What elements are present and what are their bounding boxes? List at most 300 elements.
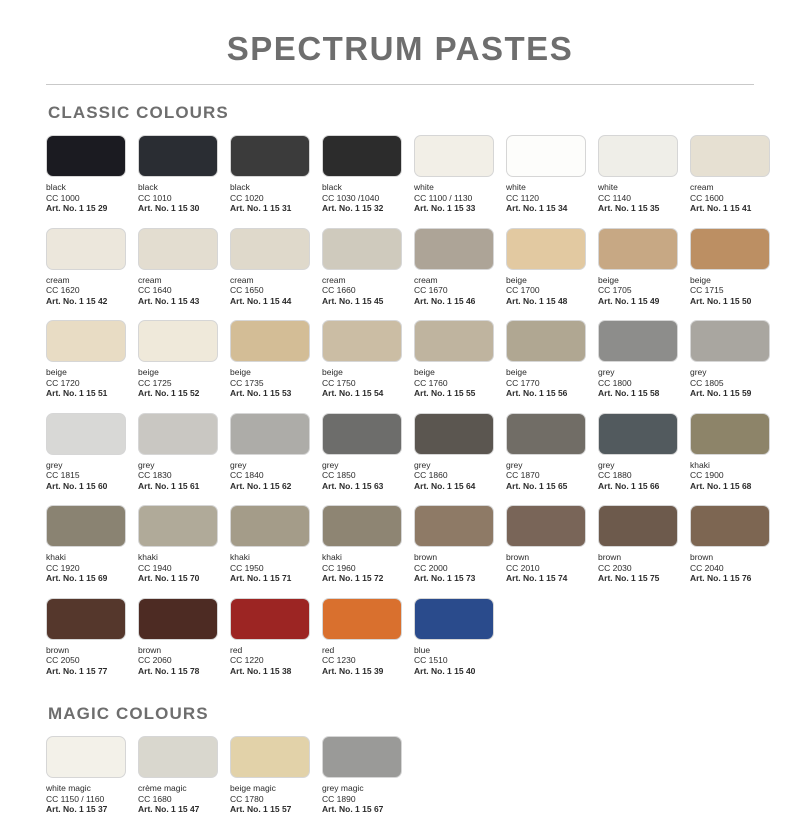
colour-label xyxy=(322,645,402,677)
colour-swatch[interactable] xyxy=(690,228,770,307)
colour-code: CC 1890 xyxy=(322,793,356,804)
section-classic-colours xyxy=(46,103,754,690)
section-heading-classic: CLASSIC COLOURS xyxy=(48,103,229,122)
colour-chip[interactable] xyxy=(414,228,494,270)
colour-name: beige xyxy=(138,367,159,377)
colour-code: CC 1120 xyxy=(506,192,539,203)
colour-chip[interactable] xyxy=(414,505,494,547)
colour-code: CC 1220 xyxy=(230,655,264,665)
article-number: Art. No. 1 15 32 xyxy=(322,203,384,213)
colour-name: beige xyxy=(506,274,527,285)
colour-chip[interactable] xyxy=(322,135,402,177)
colour-swatch[interactable] xyxy=(322,598,402,677)
colour-label xyxy=(598,275,678,307)
article-number: Art. No. 1 15 72 xyxy=(322,573,384,583)
colour-code: CC 1815 xyxy=(46,470,80,480)
colour-label xyxy=(322,783,402,815)
colour-chip[interactable] xyxy=(138,736,218,778)
colour-chip[interactable] xyxy=(690,413,770,455)
article-number: Art. No. 1 15 57 xyxy=(230,804,292,814)
colour-swatch[interactable] xyxy=(598,505,678,584)
colour-code: CC 1750 xyxy=(322,377,356,388)
article-number: Art. No. 1 15 65 xyxy=(506,480,568,491)
colour-label xyxy=(138,275,218,307)
colour-name: blue xyxy=(414,644,431,655)
colour-code: CC 1650 xyxy=(230,285,264,295)
article-number: Art. No. 1 15 71 xyxy=(230,573,292,583)
colour-chip[interactable] xyxy=(598,505,678,547)
colour-name: beige magic xyxy=(230,783,276,793)
colour-label xyxy=(414,182,494,214)
article-number: Art. No. 1 15 67 xyxy=(322,804,384,814)
colour-swatch[interactable] xyxy=(414,505,494,584)
colour-label xyxy=(506,460,586,492)
colour-name: white xyxy=(598,182,618,192)
colour-swatch[interactable] xyxy=(506,413,586,492)
colour-chip[interactable] xyxy=(230,320,310,362)
article-number: Art. No. 1 15 66 xyxy=(598,480,660,491)
colour-name: brown xyxy=(598,552,622,562)
colour-label xyxy=(322,275,402,307)
colour-code: CC 1850 xyxy=(322,470,356,480)
colour-name: black xyxy=(46,182,66,192)
colour-code: CC 1940 xyxy=(138,562,172,573)
colour-label xyxy=(322,182,402,214)
colour-label xyxy=(230,783,310,815)
colour-swatch[interactable] xyxy=(598,135,678,214)
colour-label xyxy=(46,783,126,815)
colour-chip[interactable] xyxy=(506,413,586,455)
article-number: Art. No. 1 15 55 xyxy=(414,388,476,398)
colour-code: CC 1660 xyxy=(322,285,356,295)
colour-chip[interactable] xyxy=(690,228,770,270)
colour-chip[interactable] xyxy=(322,736,402,778)
article-number: Art. No. 1 15 34 xyxy=(506,203,568,213)
colour-chip[interactable] xyxy=(598,135,678,177)
colour-swatch[interactable] xyxy=(230,505,310,584)
colour-name: grey xyxy=(598,459,615,470)
colour-swatch[interactable] xyxy=(414,413,494,492)
colour-code: CC 1620 xyxy=(46,285,80,295)
colour-swatch[interactable] xyxy=(322,505,402,584)
colour-swatch[interactable] xyxy=(138,413,218,492)
colour-name: red xyxy=(230,644,243,655)
colour-chip[interactable] xyxy=(414,413,494,455)
colour-code: CC 1640 xyxy=(138,285,172,295)
colour-chip[interactable] xyxy=(598,413,678,455)
colour-chip[interactable] xyxy=(46,413,126,455)
colour-code: CC 1770 xyxy=(506,377,540,388)
colour-chip[interactable] xyxy=(322,413,402,455)
colour-name: cream xyxy=(414,274,438,285)
colour-name: beige xyxy=(322,367,343,377)
colour-code: CC 1680 xyxy=(138,793,172,804)
colour-swatch[interactable] xyxy=(322,135,402,214)
colour-label xyxy=(414,367,494,399)
colour-code: CC 1150 / 1160 xyxy=(46,793,105,804)
colour-chip[interactable] xyxy=(138,228,218,270)
colour-label xyxy=(690,182,770,214)
colour-code: CC 1705 xyxy=(598,285,632,295)
colour-label xyxy=(138,552,218,584)
colour-code: CC 1230 xyxy=(322,655,356,665)
section-magic-colours xyxy=(46,704,754,829)
colour-chip[interactable] xyxy=(322,598,402,640)
colour-code: CC 2010 xyxy=(506,562,540,573)
colour-name: black xyxy=(138,182,158,192)
colour-swatch[interactable] xyxy=(138,505,218,584)
colour-label xyxy=(138,645,218,677)
colour-chip[interactable] xyxy=(230,413,310,455)
colour-swatch[interactable] xyxy=(598,413,678,492)
colour-code: CC 2000 xyxy=(414,562,448,573)
colour-chip[interactable] xyxy=(138,598,218,640)
article-number: Art. No. 1 15 70 xyxy=(138,573,200,583)
colour-swatch[interactable] xyxy=(46,598,126,677)
colour-chip[interactable] xyxy=(138,320,218,362)
colour-label xyxy=(598,182,678,214)
article-number: Art. No. 1 15 77 xyxy=(46,665,108,676)
colour-chip[interactable] xyxy=(46,135,126,177)
colour-label xyxy=(690,552,770,584)
colour-label xyxy=(690,275,770,307)
article-number: Art. No. 1 15 31 xyxy=(230,203,292,213)
colour-code: CC 1920 xyxy=(46,562,80,573)
colour-chip[interactable] xyxy=(598,320,678,362)
colour-swatch[interactable] xyxy=(46,736,126,815)
colour-chip[interactable] xyxy=(690,135,770,177)
colour-name: cream xyxy=(138,274,162,285)
colour-swatch[interactable] xyxy=(138,228,218,307)
colour-label xyxy=(46,275,126,307)
colour-name: brown xyxy=(414,552,438,562)
colour-label xyxy=(506,552,586,584)
colour-label xyxy=(138,460,218,492)
article-number: Art. No. 1 15 47 xyxy=(138,804,200,814)
colour-swatch[interactable] xyxy=(414,135,494,214)
colour-label xyxy=(46,645,126,677)
colour-code: CC 1800 xyxy=(598,377,632,388)
colour-chip[interactable] xyxy=(322,320,402,362)
colour-swatch[interactable] xyxy=(414,228,494,307)
colour-swatch[interactable] xyxy=(46,135,126,214)
colour-code: CC 1830 xyxy=(138,470,172,480)
article-number: Art. No. 1 15 35 xyxy=(598,203,660,213)
colour-swatch[interactable] xyxy=(230,228,310,307)
colour-chip[interactable] xyxy=(598,228,678,270)
colour-swatch[interactable] xyxy=(138,736,218,815)
colour-name: grey xyxy=(230,459,247,470)
article-number: Art. No. 1 15 45 xyxy=(322,295,384,306)
swatch-grid-magic xyxy=(46,736,754,829)
colour-swatch[interactable] xyxy=(322,736,402,815)
colour-code: CC 1870 xyxy=(506,470,540,480)
colour-code: CC 1030 /1040 xyxy=(322,192,380,203)
colour-chip[interactable] xyxy=(230,598,310,640)
title-divider xyxy=(46,84,754,85)
colour-name: khaki xyxy=(46,552,66,562)
colour-label xyxy=(690,460,770,492)
colour-chip[interactable] xyxy=(46,228,126,270)
colour-name: khaki xyxy=(690,459,710,470)
article-number: Art. No. 1 15 69 xyxy=(46,573,108,583)
colour-chip[interactable] xyxy=(322,228,402,270)
colour-label xyxy=(506,182,586,214)
colour-code: CC 1600 xyxy=(690,192,724,203)
colour-chip[interactable] xyxy=(46,736,126,778)
colour-chip[interactable] xyxy=(690,320,770,362)
colour-chip[interactable] xyxy=(230,736,310,778)
colour-label xyxy=(598,367,678,399)
article-number: Art. No. 1 15 62 xyxy=(230,480,292,491)
colour-label xyxy=(138,182,218,214)
article-number: Art. No. 1 15 46 xyxy=(414,295,476,306)
colour-code: CC 1900 xyxy=(690,470,724,480)
colour-swatch[interactable] xyxy=(230,598,310,677)
colour-code: CC 1780 xyxy=(230,793,264,804)
colour-chip[interactable] xyxy=(46,505,126,547)
colour-code: CC 1140 xyxy=(598,192,631,203)
article-number: Art. No. 1 15 63 xyxy=(322,480,384,491)
colour-code: CC 1100 / 1130 xyxy=(414,192,473,203)
colour-code: CC 1670 xyxy=(414,285,448,295)
colour-name: white xyxy=(506,182,526,192)
colour-name: khaki xyxy=(230,552,250,562)
colour-chip[interactable] xyxy=(230,135,310,177)
colour-label xyxy=(230,275,310,307)
colour-name: grey xyxy=(46,459,63,470)
colour-name: red xyxy=(322,644,335,655)
colour-label xyxy=(414,275,494,307)
colour-label xyxy=(414,460,494,492)
colour-label xyxy=(230,645,310,677)
colour-chip[interactable] xyxy=(46,320,126,362)
colour-label xyxy=(138,367,218,399)
colour-swatch[interactable] xyxy=(322,413,402,492)
colour-name: khaki xyxy=(138,552,158,562)
colour-swatch[interactable] xyxy=(414,320,494,399)
colour-swatch[interactable] xyxy=(506,228,586,307)
colour-code: CC 1880 xyxy=(598,470,632,480)
article-number: Art. No. 1 15 76 xyxy=(690,573,752,583)
colour-swatch[interactable] xyxy=(690,135,770,214)
colour-code: CC 1010 xyxy=(138,192,172,203)
colour-swatch[interactable] xyxy=(138,320,218,399)
article-number: Art. No. 1 15 61 xyxy=(138,480,200,491)
colour-code: CC 1510 xyxy=(414,655,448,665)
colour-swatch[interactable] xyxy=(506,320,586,399)
colour-code: CC 1700 xyxy=(506,285,540,295)
article-number: Art. No. 1 15 60 xyxy=(46,480,108,491)
page-title: SPECTRUM PASTES xyxy=(226,30,574,67)
colour-swatch[interactable] xyxy=(46,320,126,399)
colour-chip[interactable] xyxy=(414,598,494,640)
colour-name: cream xyxy=(46,274,70,285)
colour-code: CC 1725 xyxy=(138,377,172,388)
colour-chip[interactable] xyxy=(138,413,218,455)
colour-swatch[interactable] xyxy=(690,505,770,584)
swatch-grid-classic xyxy=(46,135,754,690)
article-number: Art. No. 1 15 64 xyxy=(414,480,476,491)
article-number: Art. No. 1 15 40 xyxy=(414,665,476,676)
colour-swatch[interactable] xyxy=(690,413,770,492)
colour-name: grey xyxy=(414,459,431,470)
colour-name: grey xyxy=(322,459,339,470)
colour-chip[interactable] xyxy=(506,135,586,177)
article-number: Art. No. 1 15 58 xyxy=(598,388,660,398)
article-number: Art. No. 1 15 38 xyxy=(230,665,292,676)
article-number: Art. No. 1 15 73 xyxy=(414,573,476,583)
colour-code: CC 1715 xyxy=(690,285,724,295)
colour-chip[interactable] xyxy=(46,598,126,640)
colour-chip[interactable] xyxy=(322,505,402,547)
article-number: Art. No. 1 15 54 xyxy=(322,388,384,398)
article-number: Art. No. 1 15 68 xyxy=(690,480,752,491)
colour-code: CC 1000 xyxy=(46,192,80,203)
article-number: Art. No. 1 15 33 xyxy=(414,203,476,213)
colour-code: CC 1805 xyxy=(690,377,724,388)
colour-name: grey xyxy=(506,459,523,470)
article-number: Art. No. 1 15 78 xyxy=(138,665,200,676)
colour-chip[interactable] xyxy=(506,505,586,547)
colour-label xyxy=(322,552,402,584)
colour-name: black xyxy=(322,182,342,192)
colour-label xyxy=(230,460,310,492)
colour-label xyxy=(414,645,494,677)
article-number: Art. No. 1 15 74 xyxy=(506,573,568,583)
colour-label xyxy=(322,460,402,492)
article-number: Art. No. 1 15 50 xyxy=(690,295,752,306)
article-number: Art. No. 1 15 42 xyxy=(46,295,108,306)
colour-chip[interactable] xyxy=(506,320,586,362)
colour-code: CC 1020 xyxy=(230,192,264,203)
article-number: Art. No. 1 15 52 xyxy=(138,388,200,398)
colour-swatch[interactable] xyxy=(46,413,126,492)
colour-label xyxy=(230,367,310,399)
colour-label xyxy=(230,552,310,584)
colour-label xyxy=(46,182,126,214)
colour-name: beige xyxy=(506,367,527,377)
colour-chip[interactable] xyxy=(414,135,494,177)
colour-swatch[interactable] xyxy=(46,228,126,307)
colour-name: brown xyxy=(690,552,714,562)
article-number: Art. No. 1 15 29 xyxy=(46,203,108,213)
colour-label xyxy=(690,367,770,399)
colour-swatch[interactable] xyxy=(230,320,310,399)
colour-code: CC 2050 xyxy=(46,655,80,665)
colour-label xyxy=(46,552,126,584)
section-heading-magic: MAGIC COLOURS xyxy=(48,704,209,723)
article-number: Art. No. 1 15 49 xyxy=(598,295,660,306)
colour-label xyxy=(46,367,126,399)
colour-name: beige xyxy=(598,274,619,285)
article-number: Art. No. 1 15 59 xyxy=(690,388,752,398)
article-number: Art. No. 1 15 75 xyxy=(598,573,660,583)
colour-name: grey xyxy=(690,367,707,377)
colour-code: CC 1720 xyxy=(46,377,80,388)
colour-label xyxy=(598,460,678,492)
colour-name: grey magic xyxy=(322,783,364,793)
colour-chip[interactable] xyxy=(506,228,586,270)
colour-swatch[interactable] xyxy=(690,320,770,399)
colour-swatch[interactable] xyxy=(230,413,310,492)
colour-name: cream xyxy=(322,274,346,285)
colour-code: CC 2030 xyxy=(598,562,632,573)
article-number: Art. No. 1 15 43 xyxy=(138,295,200,306)
colour-label xyxy=(230,182,310,214)
colour-swatch[interactable] xyxy=(230,736,310,815)
colour-name: beige xyxy=(690,274,711,285)
colour-swatch[interactable] xyxy=(138,598,218,677)
colour-swatch[interactable] xyxy=(414,598,494,677)
article-number: Art. No. 1 15 41 xyxy=(690,203,752,213)
colour-code: CC 2040 xyxy=(690,562,724,573)
colour-swatch[interactable] xyxy=(506,505,586,584)
colour-swatch[interactable] xyxy=(598,320,678,399)
colour-chip[interactable] xyxy=(690,505,770,547)
article-number: Art. No. 1 15 53 xyxy=(230,388,292,398)
colour-name: brown xyxy=(506,552,530,562)
colour-chip[interactable] xyxy=(138,135,218,177)
colour-name: grey xyxy=(598,367,615,377)
article-number: Art. No. 1 15 51 xyxy=(46,388,108,398)
colour-label xyxy=(598,552,678,584)
article-number: Art. No. 1 15 44 xyxy=(230,295,292,306)
colour-name: cream xyxy=(230,274,254,285)
colour-swatch[interactable] xyxy=(138,135,218,214)
colour-code: CC 1860 xyxy=(414,470,448,480)
colour-name: black xyxy=(230,182,250,192)
colour-code: CC 1960 xyxy=(322,562,356,573)
colour-swatch[interactable] xyxy=(322,320,402,399)
article-number: Art. No. 1 15 48 xyxy=(506,295,568,306)
article-number: Art. No. 1 15 30 xyxy=(138,203,200,213)
colour-code: CC 1735 xyxy=(230,377,264,388)
article-number: Art. No. 1 15 37 xyxy=(46,804,108,814)
colour-name: grey xyxy=(138,459,155,470)
colour-code: CC 2060 xyxy=(138,655,172,665)
colour-name: khaki xyxy=(322,552,342,562)
colour-name: white magic xyxy=(46,783,91,793)
colour-name: cream xyxy=(690,182,714,192)
colour-code: CC 1760 xyxy=(414,377,448,388)
colour-label xyxy=(138,783,218,815)
colour-name: brown xyxy=(46,644,70,655)
colour-label xyxy=(506,367,586,399)
colour-chip[interactable] xyxy=(230,505,310,547)
colour-label xyxy=(322,367,402,399)
colour-name: brown xyxy=(138,644,162,655)
colour-swatch[interactable] xyxy=(46,505,126,584)
colour-swatch[interactable] xyxy=(598,228,678,307)
colour-label xyxy=(506,275,586,307)
colour-name: beige xyxy=(414,367,435,377)
colour-name: beige xyxy=(230,367,251,377)
colour-name: crème magic xyxy=(138,783,187,793)
colour-chip[interactable] xyxy=(138,505,218,547)
article-number: Art. No. 1 15 56 xyxy=(506,388,568,398)
colour-label xyxy=(46,460,126,492)
colour-code: CC 1950 xyxy=(230,562,264,573)
colour-swatch[interactable] xyxy=(506,135,586,214)
colour-chip[interactable] xyxy=(414,320,494,362)
colour-swatch[interactable] xyxy=(230,135,310,214)
colour-code: CC 1840 xyxy=(230,470,264,480)
colour-swatch[interactable] xyxy=(322,228,402,307)
colour-label xyxy=(414,552,494,584)
colour-chip[interactable] xyxy=(230,228,310,270)
colour-name: white xyxy=(414,182,434,192)
